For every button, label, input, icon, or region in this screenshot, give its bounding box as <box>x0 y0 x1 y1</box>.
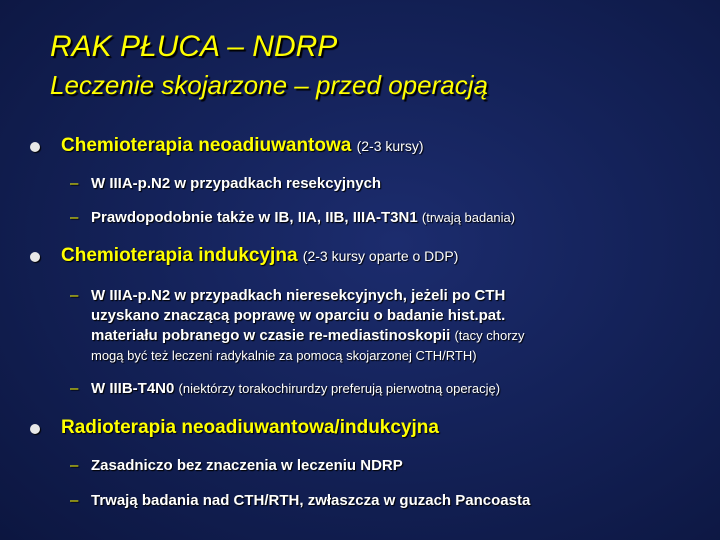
bullet-label: Chemioterapia indukcyjna <box>61 245 298 266</box>
sub-item-text: Zasadniczo bez znaczenia w leczeniu NDRP <box>91 457 403 474</box>
sub-item-line <box>91 326 691 346</box>
bullet-dot <box>30 142 40 152</box>
dash-marker: – <box>70 209 79 226</box>
bullet-dot <box>30 424 40 434</box>
sub-item <box>91 491 691 511</box>
sub-item-note: (tacy chorzy <box>454 328 525 343</box>
dash-marker: – <box>70 175 79 192</box>
dash-marker: – <box>70 380 79 397</box>
slide-subtitle: Leczenie skojarzone – przed operacją <box>50 70 488 100</box>
sub-item <box>91 456 691 476</box>
dash-marker: – <box>70 457 79 474</box>
bullet-item <box>61 417 439 439</box>
sub-item-line: uzyskano znaczącą poprawę w oparciu o badanie hist.pat. <box>91 307 506 324</box>
sub-item-text: Prawdopodobnie także w IB, IIA, IIB, IIIA-T3N1 <box>91 209 418 226</box>
sub-item-note: (niektórzy torakochirurdzy preferują pierwotną operację) <box>178 381 501 396</box>
bullet-item <box>61 245 458 267</box>
bullet-item <box>61 135 424 157</box>
sub-item-line: W IIIA-p.N2 w przypadkach nieresekcyjnych, jeżeli po CTH <box>91 287 506 304</box>
sub-item-text: W IIIA-p.N2 w przypadkach resekcyjnych <box>91 175 382 192</box>
sub-item <box>91 208 691 228</box>
dash-marker: – <box>70 492 79 509</box>
sub-item <box>91 174 691 194</box>
dash-marker: – <box>70 287 79 304</box>
bullet-label: Radioterapia neoadiuwantowa/indukcyjna <box>61 417 439 438</box>
sub-item-note-continued: mogą być też leczeni radykalnie za pomocą skojarzonej CTH/RTH) <box>91 348 477 363</box>
sub-item <box>91 379 691 399</box>
sub-item-note: (trwają badania) <box>421 210 516 225</box>
sub-item-text: Trwają badania nad CTH/RTH, zwłaszcza w guzach Pancoasta <box>91 492 531 509</box>
bullet-note: (2-3 kursy oparte o DDP) <box>302 248 459 264</box>
bullet-dot <box>30 252 40 262</box>
sub-item-text: materiału pobranego w czasie re-mediastinoskopii <box>91 327 451 344</box>
bullet-label: Chemioterapia neoadiuwantowa <box>61 135 352 156</box>
bullet-note: (2-3 kursy) <box>356 138 424 154</box>
sub-item-text: W IIIB-T4N0 <box>91 380 175 397</box>
slide-title: RAK PŁUCA – NDRP <box>50 30 338 63</box>
sub-item <box>91 286 691 366</box>
